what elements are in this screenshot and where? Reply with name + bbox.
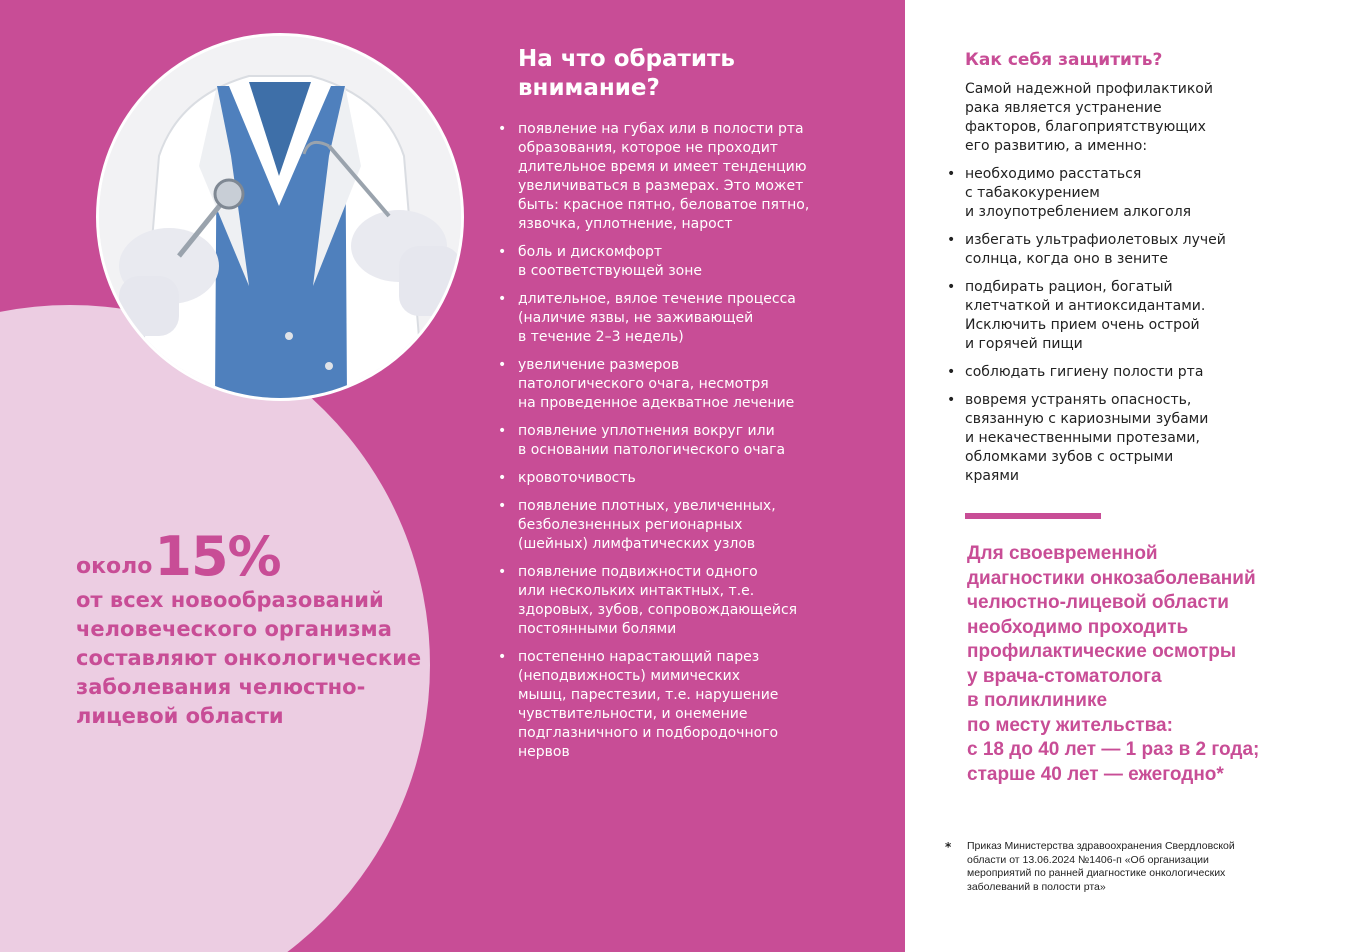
section-divider <box>965 513 1101 519</box>
warning-signs-list <box>518 120 853 762</box>
list-item: • появление на губах или в полости рта образования, которое не проходит длительное время и имеет тенденцию увеличиваться в размерах. Это может быть: красное пятно, беловатое пятно, язвочка, уплотнение, нарост <box>518 120 853 234</box>
statistic-block <box>76 525 436 731</box>
prevention-section <box>965 50 1325 495</box>
doctor-photo <box>96 33 464 401</box>
list-item: • боль и дискомфорт в соответствующей зоне <box>518 243 853 281</box>
list-item: • появление подвижности одного или нескольких интактных, т.е. здоровых, зубов, сопровождающейся постоянными болями <box>518 563 853 639</box>
warning-signs-title: На что обратить внимание? <box>518 46 735 101</box>
list-item: • длительное, вялое течение процесса (наличие язвы, не заживающей в течение 2–3 недель) <box>518 290 853 347</box>
list-item: • увеличение размеров патологического очага, несмотря на проведенное адекватное лечение <box>518 356 853 413</box>
list-item: • необходимо расстаться с табакокурением и злоупотреблением алкоголя <box>965 165 1325 222</box>
checkup-callout: Для своевременной диагностики онкозаболеваний челюстно-лицевой области необходимо проходить профилактические осмотры у врача-стоматолога в поликлинике по месту жительства: с 18 до 40 лет — 1 раз в 2 года; старше 40 лет — ежегодно* <box>967 543 1260 785</box>
list-item: • соблюдать гигиену полости рта <box>965 363 1325 382</box>
list-item: • подбирать рацион, богатый клетчаткой и антиоксидантами. Исключить прием очень острой и горячей пищи <box>965 278 1325 354</box>
list-item: • появление плотных, увеличенных, безболезненных регионарных (шейных) лимфатических узлов <box>518 497 853 554</box>
prevention-title: Как себя защитить? <box>965 50 1163 70</box>
prevention-intro: Самой надежной профилактикой рака является устранение факторов, благоприятствующих его развитию, а именно: <box>965 81 1213 154</box>
prevention-list <box>965 165 1325 486</box>
list-item: • появление уплотнения вокруг или в основании патологического очага <box>518 422 853 460</box>
statistic-number: 15% <box>154 525 281 588</box>
warning-signs-section <box>518 45 853 771</box>
footnote-text: Приказ Министерства здравоохранения Свердловской области от 13.06.2024 №1406-п «Об организации мероприятий по ранней диагностике онкологических заболеваний в полости рта» <box>967 840 1235 893</box>
list-item: • постепенно нарастающий парез (неподвижность) мимических мышц, парестезии, т.е. нарушение чувствительности, и онемение подглазничного и подбородочного нервов <box>518 648 853 762</box>
doctor-illustration <box>99 36 461 398</box>
list-item: • вовремя устранять опасность, связанную с кариозными зубами и некачественными протезами, обломками зубов с острыми краями <box>965 391 1325 486</box>
statistic-text: от всех новообразований человеческого организма составляют онкологические заболевания челюстно-лицевой области <box>76 588 422 728</box>
statistic-headline <box>76 525 436 588</box>
list-item: • избегать ультрафиолетовых лучей солнца, когда оно в зените <box>965 231 1325 269</box>
statistic-prefix: около <box>76 554 153 579</box>
list-item: • кровоточивость <box>518 469 853 488</box>
footnote-marker: * <box>945 840 952 854</box>
